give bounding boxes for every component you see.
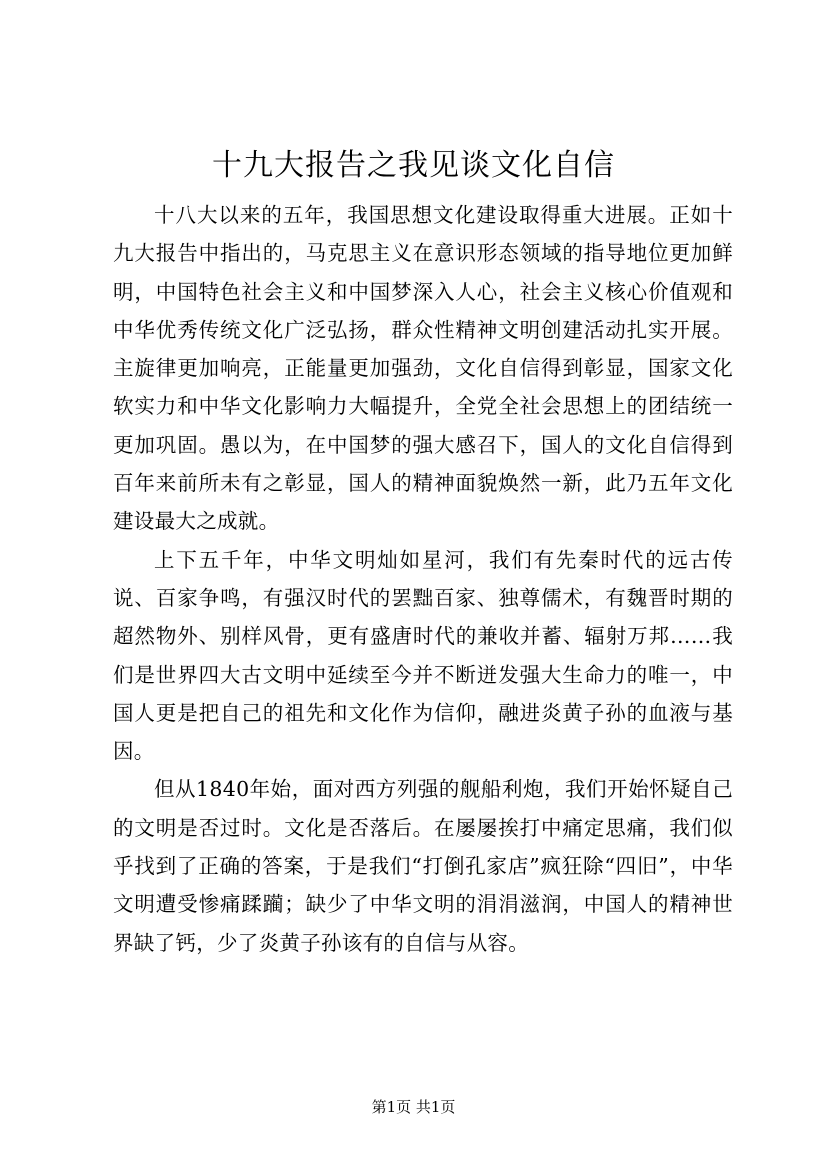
paragraph-1: 十八大以来的五年，我国思想文化建设取得重大进展。正如十九大报告中指出的，马克思主义在意识形态领域的指导地位更加鲜明，中国特色社会主义和中国梦深入人心，社会主义核心价值观和中华优秀传统文化广泛弘扬，群众性精神文明创建活动扎实开展。主旋律更加响亮，正能量更加强劲，文化自信得到彰显，国家文化软实力和中华文化影响力大幅提升，全党全社会思想上的团结统一更加巩固。愚以为，在中国梦的强大感召下，国人的文化自信得到百年来前所未有之彰显，国人的精神面貌焕然一新，此乃五年文化建设最大之成就。 — [113, 203, 733, 534]
paragraph-3: 但从1840年始，面对西方列强的舰船利炮，我们开始怀疑自己的文明是否过时。文化是否落后。在屡屡挨打中痛定思痛，我们似乎找到了正确的答案，于是我们“打倒孔家店”疯狂除“四旧”，中华文明遭受惨痛蹂躏；缺少了中华文明的涓涓滋润，中国人的精神世界缺了钙，少了炎黄子孙该有的自信与从容。 — [113, 777, 733, 955]
document-title: 十九大报告之我见谈文化自信 — [212, 148, 615, 183]
document-body — [113, 196, 733, 962]
paragraph-2: 上下五千年，中华文明灿如星河，我们有先秦时代的远古传说、百家争鸣，有强汉时代的罢黜百家、独尊儒术，有魏晋时期的超然物外、别样风骨，更有盛唐时代的兼收并蓄、辐射万邦……我们是世界四大古文明中延续至今并不断迸发强大生命力的唯一，中国人更是把自己的祖先和文化作为信仰，融进炎黄子孙的血液与基因。 — [113, 547, 733, 764]
page-number: 第1页 共1页 — [371, 1098, 456, 1116]
